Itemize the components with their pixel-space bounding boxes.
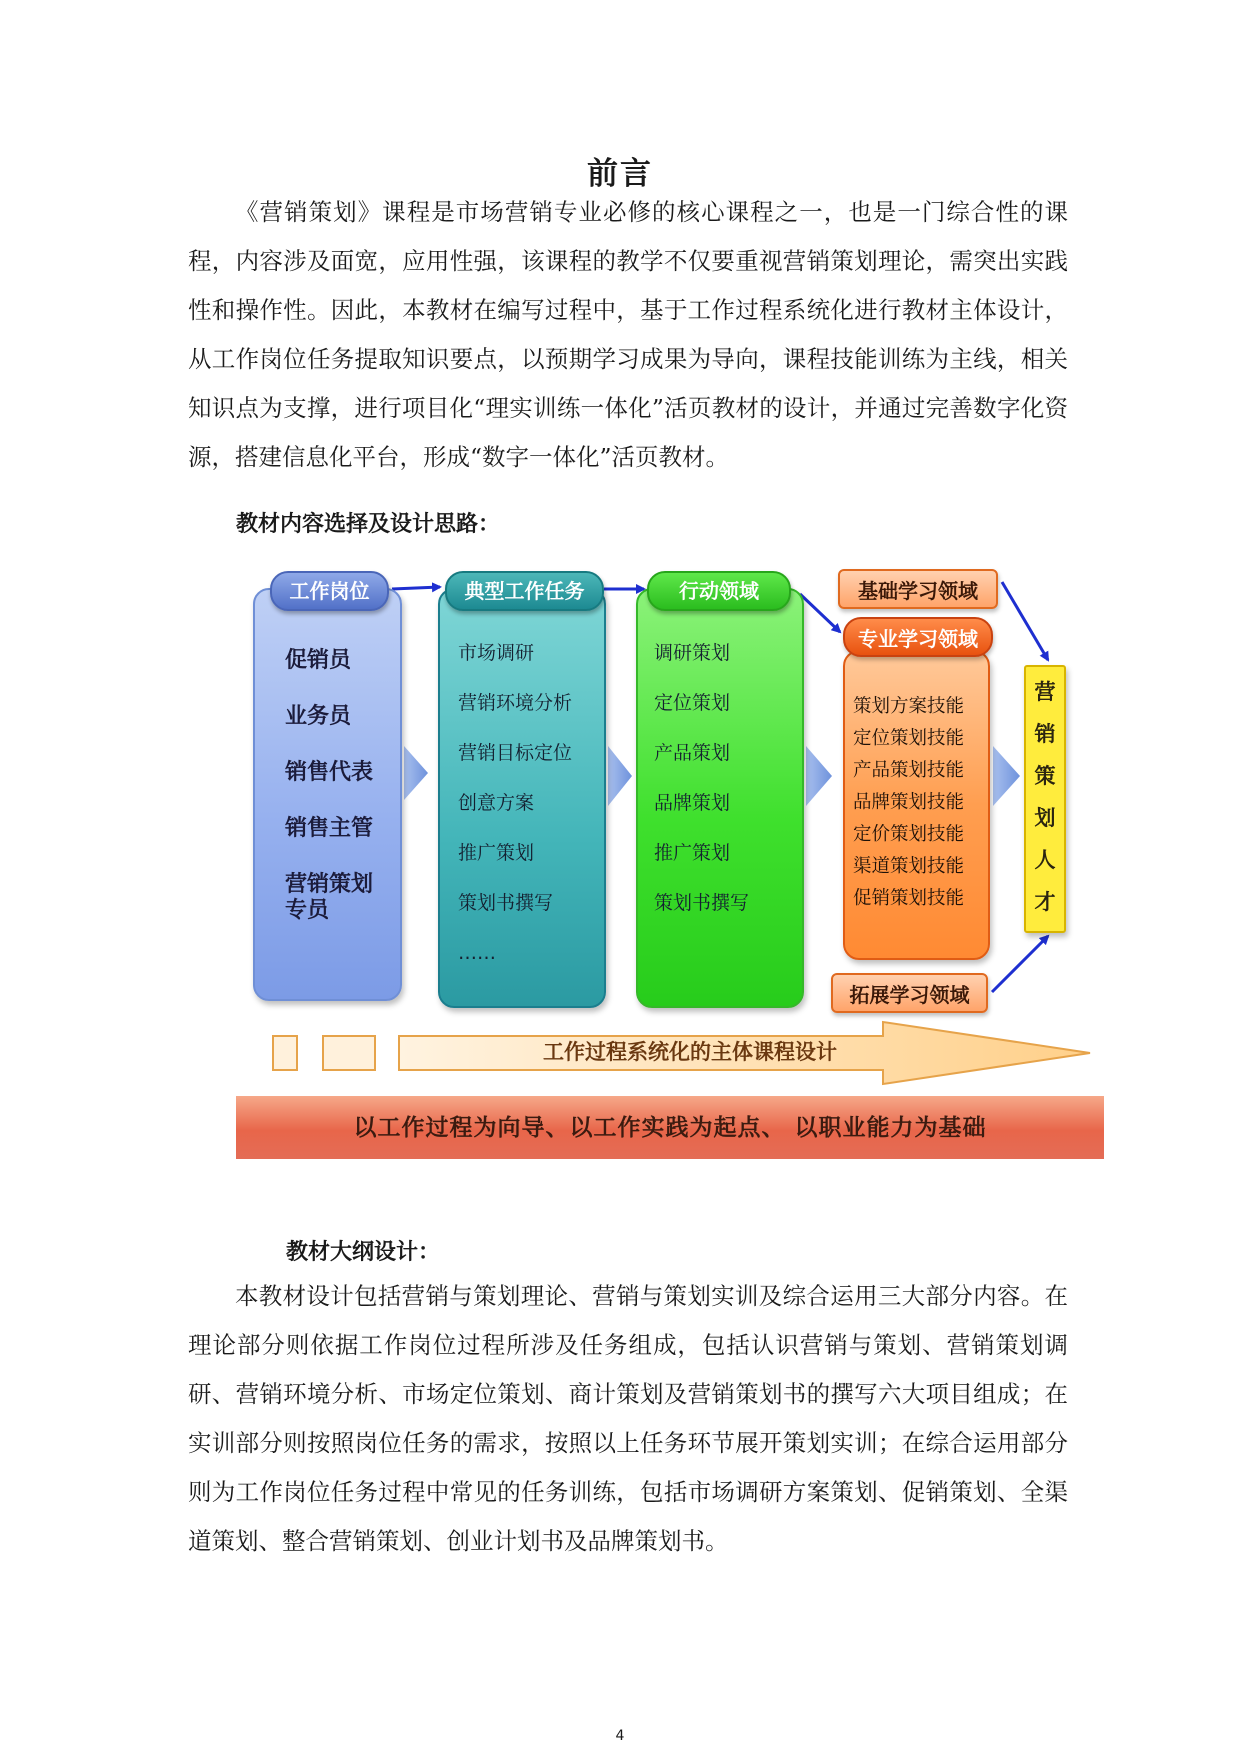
arrow-col1-col2 bbox=[392, 587, 440, 589]
list-item: 策 bbox=[1034, 764, 1056, 788]
chevron-1 bbox=[404, 746, 428, 800]
list-item: 推广策划 bbox=[654, 842, 731, 864]
action-fields-list bbox=[638, 640, 802, 940]
chevron-2 bbox=[608, 746, 632, 806]
list-item: 创意方案 bbox=[458, 792, 535, 814]
process-square-2 bbox=[323, 1036, 375, 1070]
basic-learning-tag: 基础学习领域 bbox=[838, 569, 998, 609]
list-item: 划 bbox=[1034, 806, 1056, 830]
list-item: 调研策划 bbox=[654, 642, 731, 664]
list-item: 策划方案技能 bbox=[853, 696, 965, 717]
principle-banner-text: 以工作过程为向导、以工作实践为起点、 以职业能力为基础 bbox=[353, 1114, 987, 1141]
list-item: 市场调研 bbox=[458, 642, 535, 664]
list-item: 推广策划 bbox=[458, 842, 535, 864]
page-number: 4 bbox=[615, 1728, 625, 1744]
list-item: 业务员 bbox=[285, 704, 352, 729]
typical-tasks-header: 典型工作任务 bbox=[445, 571, 604, 611]
process-arrow-label: 工作过程系统化的主体课程设计 bbox=[543, 1039, 837, 1064]
job-positions-list bbox=[255, 648, 400, 928]
list-item: 定位策划技能 bbox=[853, 728, 965, 749]
extended-learning-tag: 拓展学习领域 bbox=[831, 973, 988, 1013]
outline-heading: 教材大纲设计： bbox=[286, 1240, 441, 1265]
process-square-1 bbox=[273, 1036, 297, 1070]
list-item: 品牌策划 bbox=[654, 792, 731, 814]
list-item: 策划书撰写 bbox=[654, 892, 750, 914]
chevron-3 bbox=[806, 746, 832, 806]
job-positions-header: 工作岗位 bbox=[270, 571, 389, 611]
list-item: 人 bbox=[1034, 848, 1056, 872]
list-item: 产品策划 bbox=[654, 742, 731, 764]
professional-skills-list bbox=[845, 694, 988, 918]
arrow-ext-to-talent bbox=[992, 936, 1048, 992]
action-fields-column bbox=[636, 588, 804, 1008]
list-item: 才 bbox=[1034, 890, 1056, 914]
list-item: 定位策划 bbox=[654, 692, 731, 714]
outline-paragraph: 本教材设计包括营销与策划理论、营销与策划实训及综合运用三大部分内容。在理论部分则依据工作岗位过程所涉及任务组成，包括认识营销与策划、营销策划调研、营销环境分析、市场定位策划、商计策划及营销策划书的撰写六大项目组成；在实训部分则按照岗位任务的需求，按照以上任务环节展开策划实训；在综合运用部分则为工作岗位任务过程中常见的任务训练，包括市场调研方案策划、促销策划、全渠道策划、整合营销策划、创业计划书及品牌策划书。 bbox=[188, 1282, 1068, 1555]
list-item: 营 bbox=[1034, 680, 1056, 704]
marketing-talent-chars bbox=[1026, 679, 1064, 931]
list-item: 营销环境分析 bbox=[458, 692, 573, 714]
list-item: 销售代表 bbox=[285, 760, 374, 785]
job-positions-column bbox=[253, 588, 402, 1001]
professional-learning-column bbox=[843, 650, 990, 960]
chevron-4 bbox=[993, 746, 1020, 806]
intro-paragraph: 《营销策划》课程是市场营销专业必修的核心课程之一，也是一门综合性的课程，内容涉及面宽，应用性强，该课程的教学不仅要重视营销策划理论，需突出实践性和操作性。因此，本教材在编写过程中，基于工作过程系统化进行教材主体设计，从工作岗位任务提取知识要点，以预期学习成果为导向，课程技能训练为主线，相关知识点为支撑，进行项目化“理实训练一体化”活页教材的设计，并通过完善数字化资源，搭建信息化平台，形成“数字一体化”活页教材。 bbox=[188, 198, 1068, 471]
list-item: 渠道策划技能 bbox=[853, 856, 965, 877]
list-item: 定价策划技能 bbox=[853, 824, 965, 845]
list-item: 促销员 bbox=[285, 648, 352, 673]
list-item: 促销策划技能 bbox=[853, 888, 965, 909]
list-item: 销 bbox=[1034, 722, 1056, 746]
action-fields-header: 行动领域 bbox=[647, 571, 791, 611]
list-item: 产品策划技能 bbox=[853, 760, 965, 781]
page-title: 前言 bbox=[587, 156, 653, 192]
marketing-talent-box bbox=[1024, 665, 1066, 933]
professional-learning-header: 专业学习领域 bbox=[843, 617, 993, 657]
list-item: …… bbox=[458, 942, 496, 964]
list-item: 营销目标定位 bbox=[458, 742, 573, 764]
list-item: 营销策划 专员 bbox=[285, 872, 374, 923]
list-item: 销售主管 bbox=[285, 816, 374, 841]
list-item: 品牌策划技能 bbox=[853, 792, 965, 813]
arrow-basic-to-talent bbox=[1002, 582, 1048, 660]
arrow-col3-col4 bbox=[800, 594, 840, 632]
content-heading: 教材内容选择及设计思路： bbox=[236, 512, 501, 537]
list-item: 策划书撰写 bbox=[458, 892, 554, 914]
typical-tasks-column bbox=[438, 588, 606, 1008]
principle-banner bbox=[236, 1096, 1104, 1159]
typical-tasks-list bbox=[440, 640, 604, 990]
